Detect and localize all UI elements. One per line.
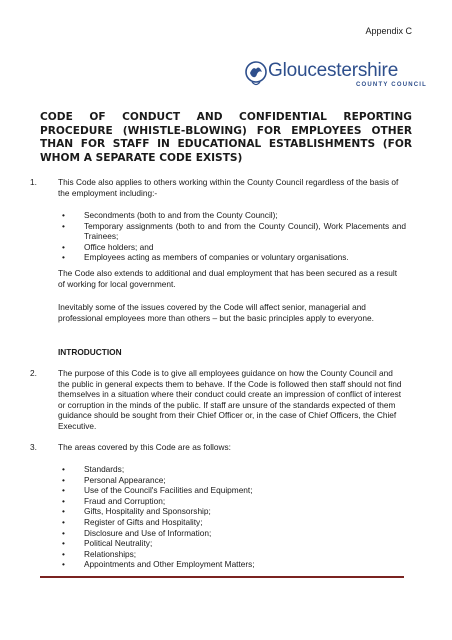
list-item: • Fraud and Corruption; — [62, 495, 166, 506]
council-logo — [244, 60, 428, 92]
list-item: • Personal Appearance; — [62, 474, 166, 485]
list-item: • Gifts, Hospitality and Sponsorship; — [62, 506, 211, 517]
introduction-heading: INTRODUCTION — [58, 347, 122, 357]
list-item: • Disclosure and Use of Information; — [62, 527, 212, 538]
document-title: CODE OF CONDUCT AND CONFIDENTIAL REPORTING PROCEDURE (WHISTLE-BLOWING) FOR EMPLOYEES OTHER THAN FOR STAFF IN EDUCATIONAL ESTABLISHMENTS (FOR WHOM A SEPARATE CODE EXISTS) — [40, 111, 412, 164]
list-item: • Relationships; — [62, 548, 137, 559]
section-2-text: The purpose of this Code is to give all employees guidance on how the County Council and the public in general expects them to behave. If the Code is followed then staff should not find themselves in a situation where their conduct could create an impression of conflict of interest or corruption in the minds of the public. If staff are unsure of the standards expected of them guidance should be sought from their Chief Officer or, in the case of Chief Officers, the Chief Executive. — [58, 368, 402, 431]
footer-divider — [40, 576, 404, 578]
section-1-list — [62, 210, 406, 263]
list-item: • Use of the Council's Facilities and Equipment; — [62, 485, 253, 496]
section-1-intro: This Code also applies to others working within the County Council regardless of the basis of the employment including:- — [58, 177, 399, 198]
section-3-intro: The areas covered by this Code are as follows: — [58, 442, 231, 452]
section-3-number: 3. — [30, 442, 37, 452]
list-item: • Office holders; and — [62, 241, 154, 252]
logo-name: Gloucestershire — [268, 60, 399, 81]
section-1-para-2: The Code also extends to additional and dual employment that has been secured as a result of working for local government. — [58, 268, 398, 289]
section-2-number: 2. — [30, 368, 37, 378]
list-item: • Standards; — [62, 464, 125, 474]
list-item: • Political Neutrality; — [62, 538, 153, 549]
list-item: • Appointments and Other Employment Matters; — [62, 559, 255, 570]
appendix-label: Appendix C — [365, 26, 412, 36]
section-1-number: 1. — [30, 177, 37, 187]
logo-subtitle: COUNTY COUNCIL — [356, 82, 428, 88]
list-item: • Secondments (both to and from the County Council); — [62, 210, 278, 220]
list-item: • Temporary assignments (both to and from the County Council), Work Placements and Trainees; — [62, 220, 406, 242]
section-3-list — [62, 464, 406, 570]
section-1-para-3: Inevitably some of the issues covered by the Code will affect senior, managerial and professional employees more than others – but the basic principles apply to everyone. — [58, 302, 374, 323]
crest-icon — [244, 60, 268, 90]
list-item: • Register of Gifts and Hospitality; — [62, 516, 203, 527]
list-item: • Employees acting as members of companies or voluntary organisations. — [62, 252, 349, 263]
